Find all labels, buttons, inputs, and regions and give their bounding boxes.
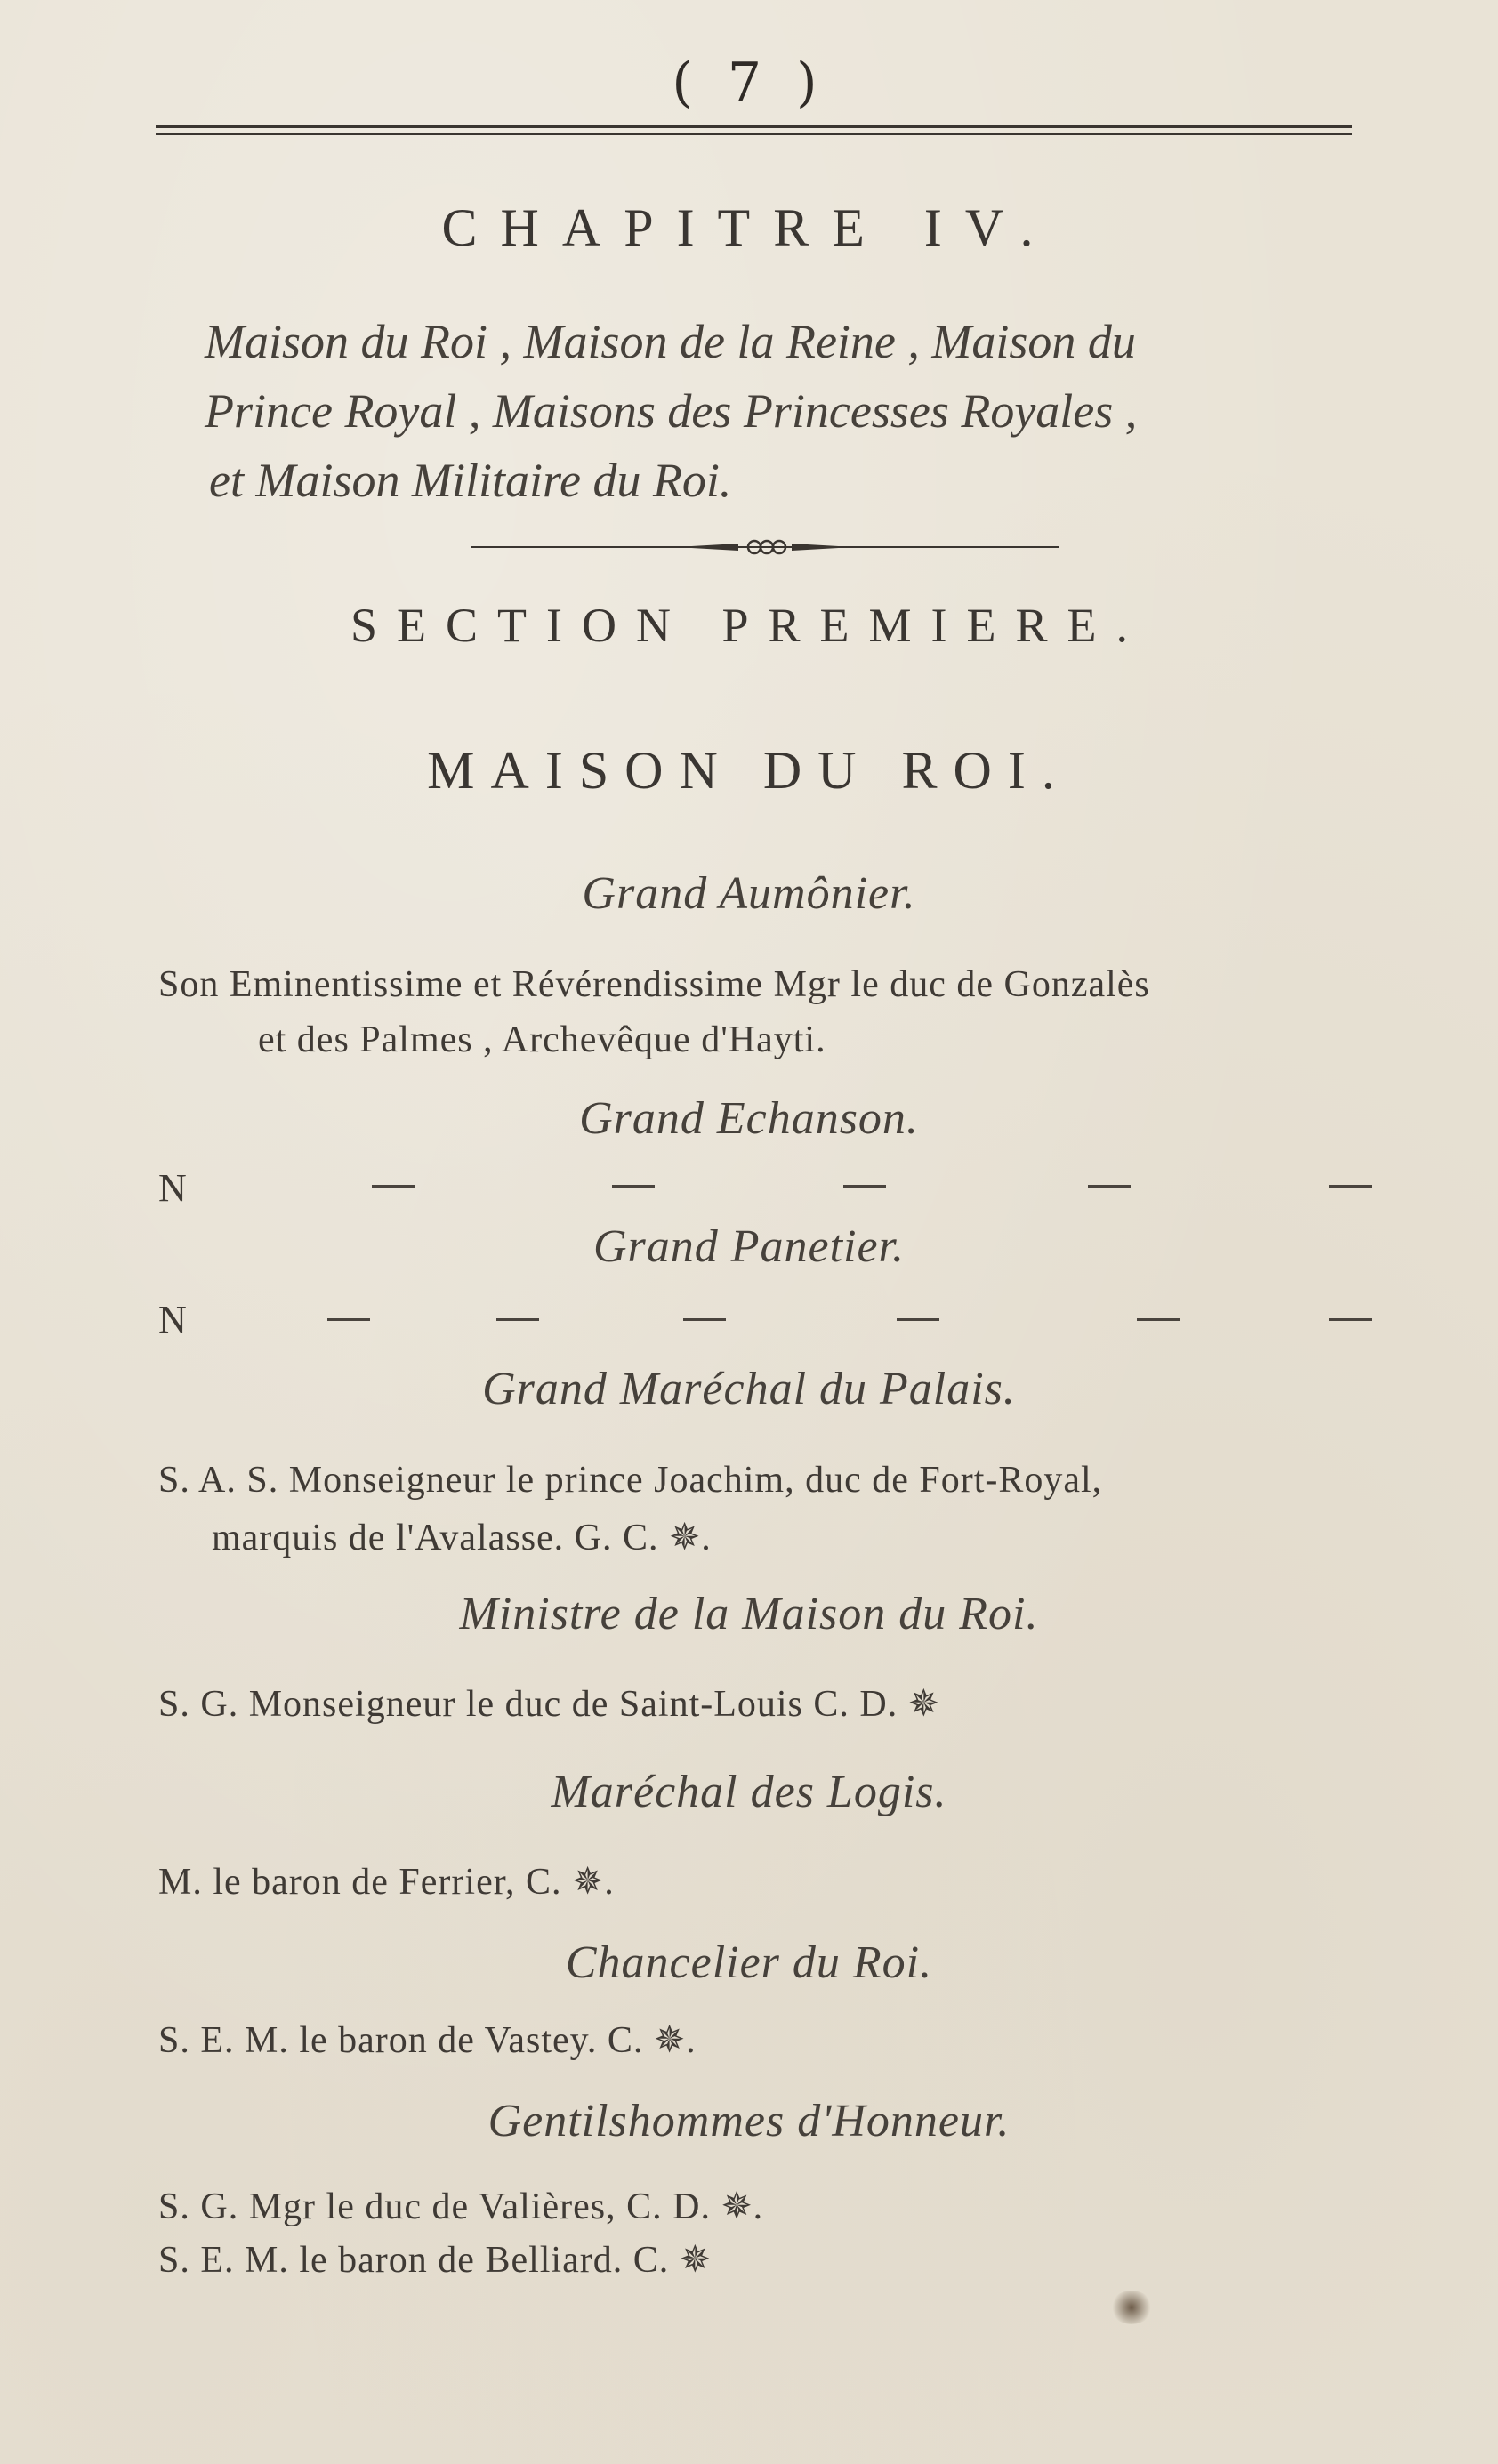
header-rule	[156, 125, 1352, 128]
vacancy-dash	[843, 1185, 886, 1188]
vacancy-dash	[496, 1318, 539, 1321]
vacancy-dash	[372, 1185, 415, 1188]
vacancy-dash	[1329, 1318, 1372, 1321]
vacancy-dash	[683, 1318, 726, 1321]
entry-line: S. G. Mgr le duc de Valières, C. D. ✵.	[158, 2186, 764, 2227]
vacant-row	[158, 1165, 1377, 1210]
chapter-subtitle	[205, 307, 1388, 515]
office-title-marechal-des-logis: Maréchal des Logis.	[551, 1767, 947, 1817]
ink-stain	[1110, 2291, 1153, 2324]
entry-line: et des Palmes , Archevêque d'Hayti.	[258, 1019, 826, 1060]
entry-line: marquis de l'Avalasse. G. C. ✵.	[212, 1518, 712, 1558]
chapter-title: CHAPITRE IV.	[441, 198, 1057, 257]
section-title: SECTION PREMIERE.	[350, 599, 1148, 652]
entry-line: S. A. S. Monseigneur le prince Joachim, duc de Fort-Royal,	[158, 1460, 1103, 1501]
chapter-subtitle-line-3: et Maison Militaire du Roi.	[209, 454, 732, 507]
ornamental-divider	[471, 534, 1059, 560]
office-title-chancelier-du-roi: Chancelier du Roi.	[565, 1937, 933, 1988]
office-title-grand-echanson: Grand Echanson.	[579, 1093, 919, 1144]
vacancy-dash	[1137, 1318, 1180, 1321]
entry-line: Son Eminentissime et Révérendissime Mgr le duc de Gonzalès	[158, 964, 1150, 1005]
vacant-mark: N	[158, 1298, 187, 1341]
entry-line: M. le baron de Ferrier, C. ✵.	[158, 1862, 615, 1903]
vacant-mark: N	[158, 1166, 187, 1210]
office-title-grand-marechal-du-palais: Grand Maréchal du Palais.	[482, 1364, 1016, 1414]
vacancy-dash	[1329, 1185, 1372, 1188]
house-title: MAISON DU ROI.	[427, 741, 1071, 800]
office-title-gentilshommes-d-honneur: Gentilshommes d'Honneur.	[487, 2096, 1011, 2146]
vacancy-dash	[897, 1318, 939, 1321]
entry-line: S. E. M. le baron de Vastey. C. ✵.	[158, 2020, 697, 2061]
vacancy-dash	[1088, 1185, 1131, 1188]
chapter-subtitle-line-2: Prince Royal , Maisons des Princesses Royales ,	[205, 384, 1138, 438]
entry-line: S. E. M. le baron de Belliard. C. ✵	[158, 2240, 712, 2281]
header-rule-thin	[156, 133, 1352, 135]
vacancy-dash	[327, 1318, 370, 1321]
entry-line: S. G. Monseigneur le duc de Saint-Louis C. D. ✵	[158, 1684, 940, 1725]
chapter-subtitle-line-1: Maison du Roi , Maison de la Reine , Maison du	[205, 315, 1136, 368]
office-title-grand-panetier: Grand Panetier.	[592, 1221, 906, 1272]
vacancy-dash	[612, 1185, 655, 1188]
office-title-ministre-maison-du-roi: Ministre de la Maison du Roi.	[459, 1589, 1039, 1639]
office-title-grand-aumonier: Grand Aumônier.	[582, 868, 916, 919]
page-number: ( 7 )	[672, 52, 826, 114]
vacant-row	[158, 1297, 1377, 1341]
